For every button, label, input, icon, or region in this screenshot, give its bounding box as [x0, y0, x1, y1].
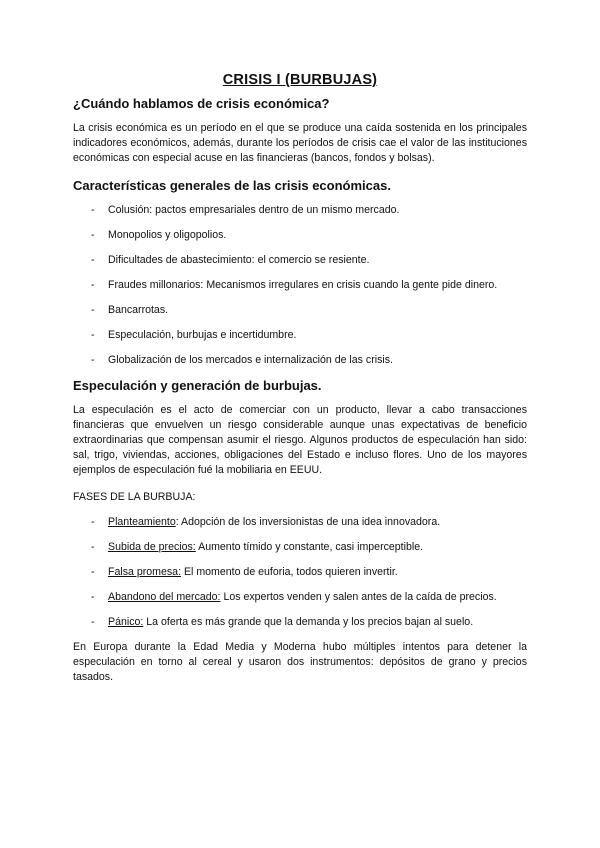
dash-bullet: - — [91, 591, 95, 603]
list-item-text: Bancarrotas. — [108, 304, 169, 316]
phase-item — [73, 590, 527, 605]
phase-item — [73, 565, 527, 580]
list-item — [73, 228, 527, 243]
list-item-text: Fraudes millonarios: Mecanismos irregulares en crisis cuando la gente pide dinero. — [108, 279, 498, 291]
dash-bullet: - — [91, 254, 95, 266]
phase-desc: : Adopción de los inversionistas de una idea innovadora. — [175, 516, 441, 528]
phase-term: Subida de precios: — [108, 541, 196, 553]
list-item — [73, 278, 527, 293]
dash-bullet: - — [91, 229, 95, 241]
paragraph-europa: En Europa durante la Edad Media y Moderna hubo múltiples intentos para detener la especulación en torno al cereal y usaron dos instrumentos: depósitos de grano y precios tasados. — [73, 641, 527, 683]
phase-desc: Los expertos venden y salen antes de la caída de precios. — [220, 591, 497, 603]
list-item-text: Colusión: pactos empresariales dentro de un mismo mercado. — [108, 204, 400, 216]
phase-desc: Aumento tímido y constante, casi imperceptible. — [195, 541, 424, 553]
phase-term: Pánico: — [108, 616, 144, 628]
phase-item — [73, 615, 527, 630]
list-item — [73, 353, 527, 368]
dash-bullet: - — [91, 304, 95, 316]
phase-term: Abandono del mercado: — [108, 591, 221, 603]
list-item — [73, 303, 527, 318]
paragraph-especulacion: La especulación es el acto de comerciar con un producto, llevar a cabo transacciones financieras que envuelven un riesgo considerable aunque unas expectativas de beneficio extraordinarias que compensan asumir el riesgo. Algunos productos de especulación han sido: sal, trigo, viviendas, acciones, obligaciones del Estado e incluso flores. Uno de los mayores ejemplos de especulación fué la mobiliaria en EEUU. — [73, 404, 527, 476]
section-heading-crisis: ¿Cuándo hablamos de crisis económica? — [73, 96, 330, 111]
list-item-text: Monopolios y oligopolios. — [108, 229, 227, 241]
dash-bullet: - — [91, 616, 95, 628]
section-heading-especulacion: Especulación y generación de burbujas. — [73, 378, 322, 393]
phase-item — [73, 540, 527, 555]
document-title: CRISIS I (BURBUJAS) — [222, 72, 378, 88]
phase-term: Planteamiento — [108, 516, 176, 528]
list-item — [73, 328, 527, 343]
dash-bullet: - — [91, 354, 95, 366]
phases-label: FASES DE LA BURBUJA: — [73, 491, 196, 503]
phase-desc: El momento de euforia, todos quieren invertir. — [181, 566, 398, 578]
list-item-text: Dificultades de abastecimiento: el comercio se resiente. — [108, 254, 370, 266]
phase-desc: La oferta es más grande que la demanda y los precios bajan al suelo. — [143, 616, 474, 628]
dash-bullet: - — [91, 541, 95, 553]
characteristics-list — [73, 203, 527, 368]
list-item — [73, 253, 527, 268]
dash-bullet: - — [91, 566, 95, 578]
section-heading-caracteristicas: Características generales de las crisis económicas. — [73, 178, 391, 193]
list-item-text: Especulación, burbujas e incertidumbre. — [108, 329, 297, 341]
phases-list — [73, 515, 527, 630]
paragraph-definicion: La crisis económica es un período en el que se produce una caída sostenida en los principales indicadores económicos, además, durante los períodos de crisis cae el valor de las instituciones económicas con especial acuse en las financieras (bancos, fondos y bolsas). — [73, 122, 527, 164]
list-item-text: Globalización de los mercados e internalización de las crisis. — [108, 354, 393, 366]
dash-bullet: - — [91, 279, 95, 291]
phase-item — [73, 515, 527, 530]
list-item — [73, 203, 527, 218]
dash-bullet: - — [91, 329, 95, 341]
phase-term: Falsa promesa: — [108, 566, 182, 578]
dash-bullet: - — [91, 516, 95, 528]
dash-bullet: - — [91, 204, 95, 216]
